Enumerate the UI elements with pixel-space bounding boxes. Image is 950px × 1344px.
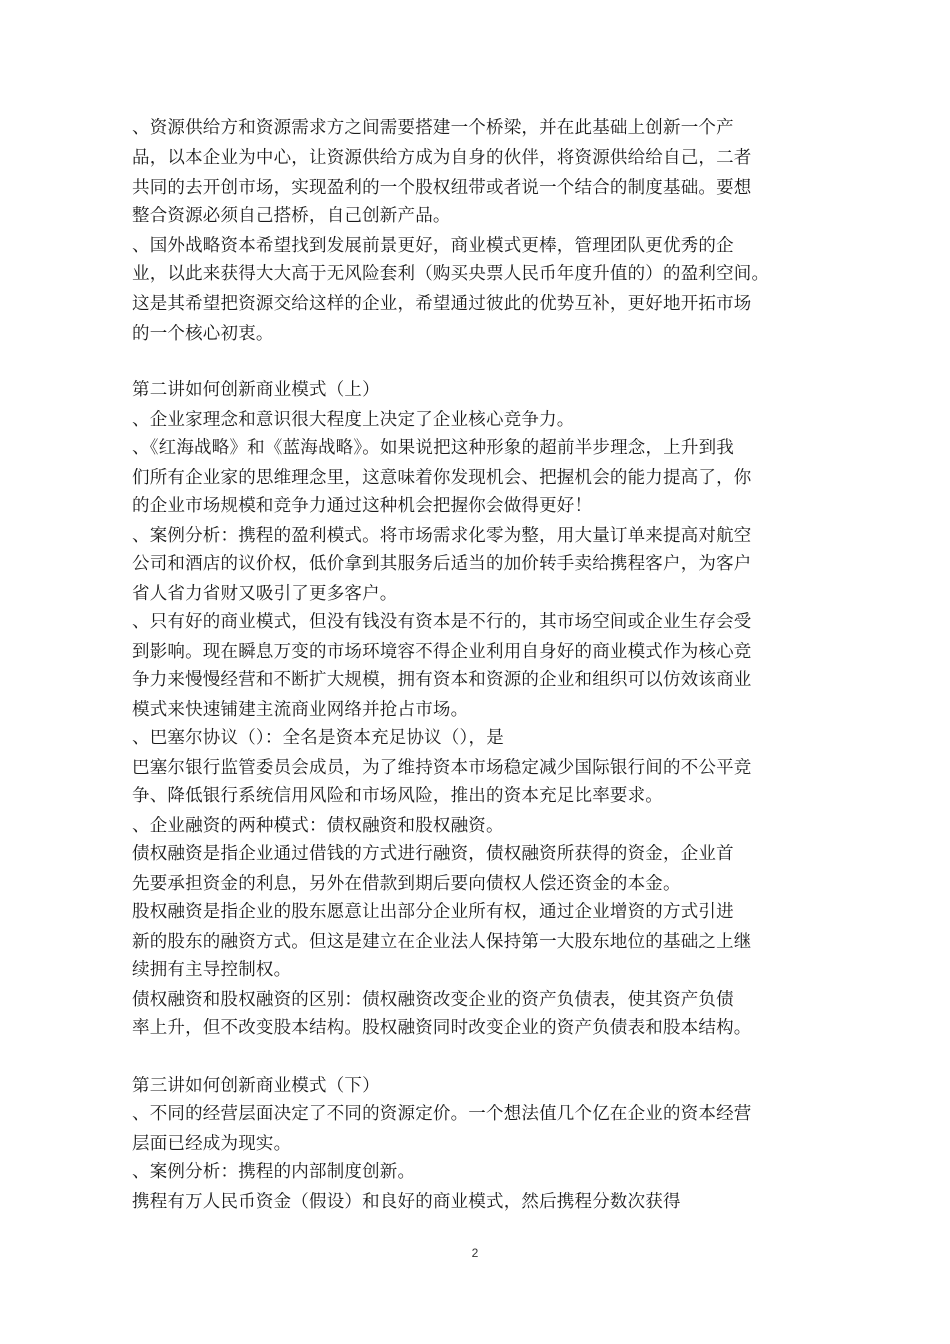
text-line: 先要承担资金的利息，另外在借款到期后要向债权人偿还资金的本金。 xyxy=(132,874,681,894)
text-line: 、案例分析：携程的内部制度创新。 xyxy=(132,1162,416,1182)
text-line: 整合资源必须自己搭桥，自己创新产品。 xyxy=(132,206,451,226)
text-line: 债权融资和股权融资的区别：债权融资改变企业的资产负债表，使其资产负债 xyxy=(132,990,734,1010)
text-line: 巴塞尔银行监管委员会成员，为了维持资本市场稳定减少国际银行间的不公平竞 xyxy=(132,758,752,778)
text-line: 层面已经成为现实。 xyxy=(132,1134,292,1154)
text-line: 、只有好的商业模式，但没有钱没有资本是不行的，其市场空间或企业生存会受 xyxy=(132,612,752,632)
text-line: 公司和酒店的议价权，低价拿到其服务后适当的加价转手卖给携程客户，为客户 xyxy=(132,554,752,574)
text-line: 模式来快速铺建主流商业网络并抢占市场。 xyxy=(132,700,469,720)
text-line: 的一个核心初衷。 xyxy=(132,324,274,344)
text-line: 省人省力省财又吸引了更多客户。 xyxy=(132,584,398,604)
text-line: 、不同的经营层面决定了不同的资源定价。一个想法值几个亿在企业的资本经营 xyxy=(132,1104,752,1124)
text-line: 率上升，但不改变股本结构。股权融资同时改变企业的资产负债表和股本结构。 xyxy=(132,1018,752,1038)
text-line: 这是其希望把资源交给这样的企业，希望通过彼此的优势互补，更好地开拓市场 xyxy=(132,294,752,314)
text-line: 、企业融资的两种模式：债权融资和股权融资。 xyxy=(132,816,504,836)
text-line: 携程有万人民币资金（假设）和良好的商业模式，然后携程分数次获得 xyxy=(132,1192,681,1212)
text-line: 业，以此来获得大大高于无风险套利（购买央票人民币年度升值的）的盈利空间。 xyxy=(132,264,770,284)
text-line: 的企业市场规模和竞争力通过这种机会把握你会做得更好！ xyxy=(132,496,593,516)
text-line: 债权融资是指企业通过借钱的方式进行融资，债权融资所获得的资金，企业首 xyxy=(132,844,734,864)
text-line: 们所有企业家的思维理念里，这意味着你发现机会、把握机会的能力提高了，你 xyxy=(132,468,752,488)
text-line: 股权融资是指企业的股东愿意让出部分企业所有权，通过企业增资的方式引进 xyxy=(132,902,734,922)
text-line: 、《红海战略》和《蓝海战略》。如果说把这种形象的超前半步理念，上升到我 xyxy=(132,438,734,458)
text-line: 、案例分析：携程的盈利模式。将市场需求化零为整，用大量订单来提高对航空 xyxy=(132,526,752,546)
text-line: 、国外战略资本希望找到发展前景更好，商业模式更棒，管理团队更优秀的企 xyxy=(132,236,734,256)
text-line: 、资源供给方和资源需求方之间需要搭建一个桥梁，并在此基础上创新一个产 xyxy=(132,118,734,138)
section-heading: 第三讲如何创新商业模式（下） xyxy=(132,1076,380,1096)
text-line: 续拥有主导控制权。 xyxy=(132,960,292,980)
text-line: 到影响。现在瞬息万变的市场环境容不得企业利用自身好的商业模式作为核心竞 xyxy=(132,642,752,662)
text-line: 、企业家理念和意识很大程度上决定了企业核心竞争力。 xyxy=(132,410,575,430)
text-line: 品，以本企业为中心，让资源供给方成为自身的伙伴，将资源供给给自己，二者 xyxy=(132,148,752,168)
section-heading: 第二讲如何创新商业模式（上） xyxy=(132,380,380,400)
text-line: 、巴塞尔协议（）：全名是资本充足协议（），是 xyxy=(132,728,504,748)
text-line: 争、降低银行系统信用风险和市场风险，推出的资本充足比率要求。 xyxy=(132,786,663,806)
text-line: 争力来慢慢经营和不断扩大规模，拥有资本和资源的企业和组织可以仿效该商业 xyxy=(132,670,752,690)
text-line: 新的股东的融资方式。但这是建立在企业法人保持第一大股东地位的基础之上继 xyxy=(132,932,752,952)
text-line: 共同的去开创市场，实现盈利的一个股权纽带或者说一个结合的制度基础。要想 xyxy=(132,178,752,198)
page-number: 2 xyxy=(471,1246,479,1260)
